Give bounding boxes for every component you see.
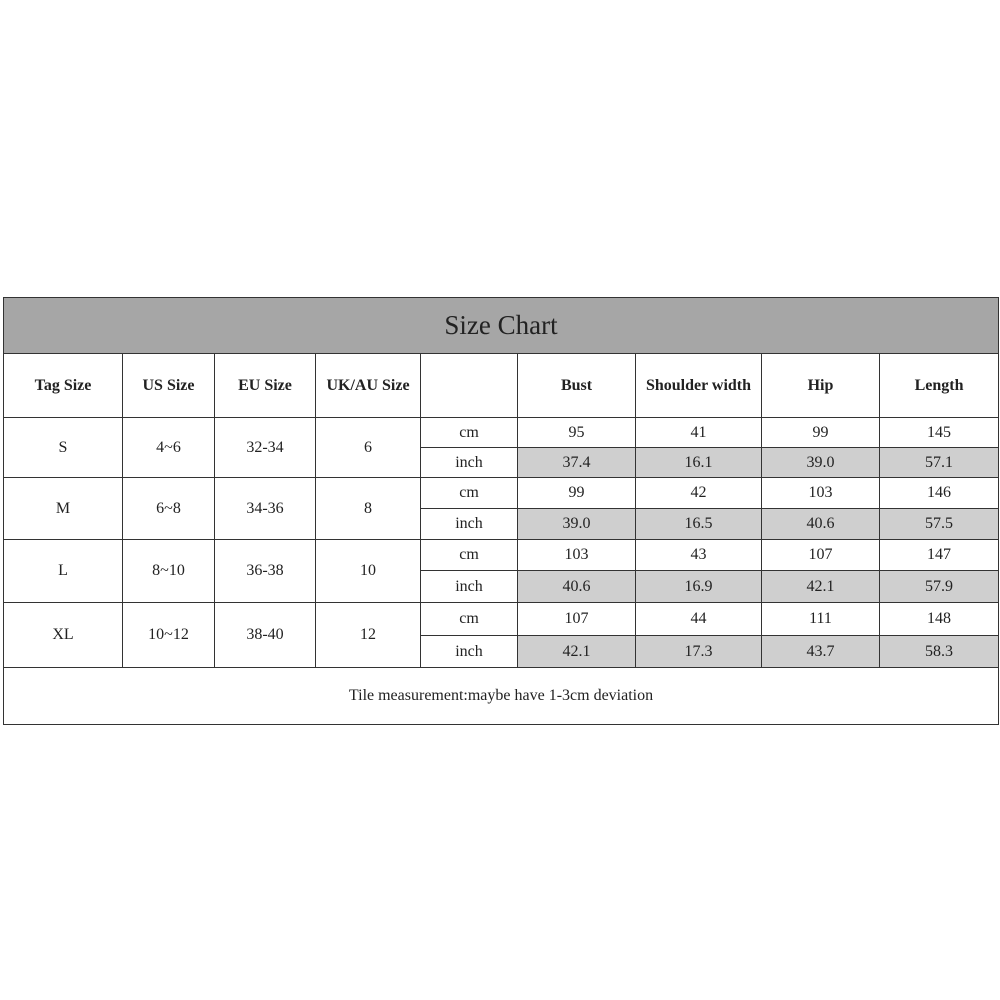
measurement-note: Tile measurement:maybe have 1-3cm deviation [4,668,999,725]
size-tag-cell: L [4,540,123,603]
header-bust: Bust [518,354,636,418]
note-row [4,668,999,725]
header-us-size: US Size [123,354,215,418]
inch-length-cell: 57.1 [880,448,999,478]
size-chart-table [3,297,999,725]
inch-shoulder-cell: 16.5 [636,509,762,540]
inch-hip-cell: 39.0 [762,448,880,478]
table-row [4,418,999,448]
cm-unit-cell: cm [421,540,518,571]
header-eu-size: EU Size [215,354,316,418]
inch-unit-cell: inch [421,448,518,478]
size-eu-cell: 34-36 [215,478,316,540]
size-us-cell: 4~6 [123,418,215,478]
table-row [4,540,999,571]
inch-hip-cell: 42.1 [762,571,880,603]
cm-unit-cell: cm [421,478,518,509]
header-tag-size: Tag Size [4,354,123,418]
cm-hip-cell: 111 [762,603,880,636]
size-tag-cell: XL [4,603,123,668]
size-tag-cell: M [4,478,123,540]
inch-shoulder-cell: 17.3 [636,636,762,668]
size-tag-cell: S [4,418,123,478]
cm-hip-cell: 99 [762,418,880,448]
cm-hip-cell: 103 [762,478,880,509]
table-row [4,478,999,509]
cm-shoulder-cell: 44 [636,603,762,636]
size-us-cell: 10~12 [123,603,215,668]
inch-bust-cell: 42.1 [518,636,636,668]
cm-length-cell: 145 [880,418,999,448]
inch-hip-cell: 40.6 [762,509,880,540]
cm-shoulder-cell: 43 [636,540,762,571]
cm-unit-cell: cm [421,603,518,636]
size-us-cell: 8~10 [123,540,215,603]
header-shoulder-width: Shoulder width [636,354,762,418]
inch-length-cell: 58.3 [880,636,999,668]
cm-shoulder-cell: 41 [636,418,762,448]
inch-length-cell: 57.9 [880,571,999,603]
size-us-cell: 6~8 [123,478,215,540]
inch-hip-cell: 43.7 [762,636,880,668]
inch-unit-cell: inch [421,636,518,668]
inch-unit-cell: inch [421,571,518,603]
inch-bust-cell: 37.4 [518,448,636,478]
size-eu-cell: 38-40 [215,603,316,668]
size-eu-cell: 36-38 [215,540,316,603]
table-row [4,603,999,636]
cm-shoulder-cell: 42 [636,478,762,509]
header-length: Length [880,354,999,418]
chart-title: Size Chart [4,298,999,354]
header-row [4,354,999,418]
cm-hip-cell: 107 [762,540,880,571]
cm-length-cell: 146 [880,478,999,509]
cm-unit-cell: cm [421,418,518,448]
cm-length-cell: 147 [880,540,999,571]
cm-length-cell: 148 [880,603,999,636]
size-ukau-cell: 6 [316,418,421,478]
size-eu-cell: 32-34 [215,418,316,478]
inch-shoulder-cell: 16.1 [636,448,762,478]
header-hip: Hip [762,354,880,418]
inch-length-cell: 57.5 [880,509,999,540]
inch-unit-cell: inch [421,509,518,540]
header-unit [421,354,518,418]
inch-bust-cell: 40.6 [518,571,636,603]
size-ukau-cell: 8 [316,478,421,540]
inch-shoulder-cell: 16.9 [636,571,762,603]
cm-bust-cell: 99 [518,478,636,509]
inch-bust-cell: 39.0 [518,509,636,540]
cm-bust-cell: 107 [518,603,636,636]
size-ukau-cell: 10 [316,540,421,603]
cm-bust-cell: 95 [518,418,636,448]
cm-bust-cell: 103 [518,540,636,571]
size-ukau-cell: 12 [316,603,421,668]
header-ukau-size: UK/AU Size [316,354,421,418]
